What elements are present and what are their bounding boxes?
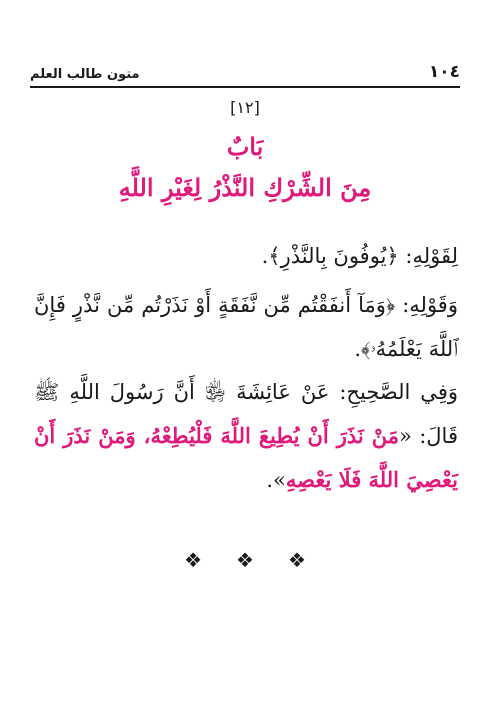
hadith-intro: وَفِي الصَّحِيحِ: عَنْ عَائِشَةَ ﵂ أَنَّ رَسُولَ اللَّهِ ﷺ قَالَ: « <box>34 380 458 448</box>
chapter-heading-title: مِنَ الشِّرْكِ النَّذْرُ لِغَيْرِ اللَّهِ <box>118 173 372 202</box>
hadith-text: مَنْ نَذَرَ أَنْ يُطِيعَ اللَّهَ فَلْيُطِعْهُ، وَمَنْ نَذَرَ أَنْ يَعْصِيَ اللَّهَ فَلَا يَعْصِهِ <box>34 423 458 492</box>
ornament-diamond-icon: ❖ <box>236 548 254 572</box>
paragraph-hadith <box>34 370 458 502</box>
paragraph-quran-verse-1: لِقَوْلِهِ: ﴿يُوفُونَ بِالنَّذْرِ﴾. <box>261 244 458 268</box>
book-title: متون طالب العلم <box>30 67 140 82</box>
page-number: ١٠٤ <box>428 62 460 82</box>
chapter-heading-bab: بَابٌ <box>226 132 264 161</box>
ornament-diamond-icon: ❖ <box>287 548 306 572</box>
hadith-outro: ». <box>266 468 286 492</box>
section-ornaments <box>0 548 490 572</box>
running-header <box>30 56 460 88</box>
paragraph-quran-verse-2: وَقَوْلِهِ: ﴿وَمَآ أَنفَقْتُم مِّن نَّفَقَةٍ أَوْ نَذَرْتُم مِّن نَّذْرٍ فَإِنَّ ٱللَّهَ يَعْلَمُهُۥ﴾. <box>34 293 458 361</box>
ornament-diamond-icon: ❖ <box>184 548 203 572</box>
chapter-number: [١٢] <box>230 98 260 117</box>
chapter-heading <box>0 130 490 208</box>
